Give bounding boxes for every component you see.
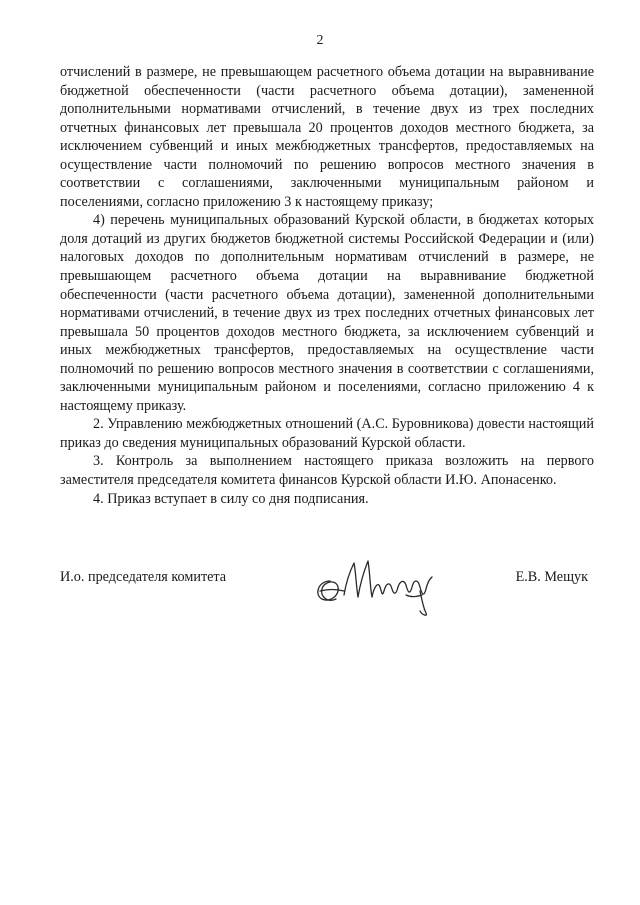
signer-role: И.о. председателя комитета — [60, 569, 227, 585]
paragraph-2: 2. Управлению межбюджетных отношений (А.С. Буровникова) довести настоящий приказ до сведения муниципальных образований Курской области. — [60, 416, 594, 451]
page-number: 2 — [316, 33, 324, 48]
paragraph-3: 3. Контроль за выполнением настоящего приказа возложить на первого заместителя председателя комитета финансов Курской области И.Ю. Апонасенко. — [60, 453, 594, 489]
document-body — [60, 63, 594, 508]
signer-name: Е.В. Мещук — [515, 569, 588, 585]
paragraph-item-4: 4) перечень муниципальных образований Курской области, в бюджетах которых доля дотаций из других бюджетов бюджетной системы Российской Федерации и (или) налоговых доходов по дополнительным нормативам отчислений в размере, не превышающем расчетного объема дотации на выравнивание бюджетной обеспеченности (части расчетного объема дотации), замененной дополнительными нормативами отчислений, в течение двух из трех последних отчетных финансовых лет превышала 50 процентов доходов местного бюджета, за исключением субвенций и иных межбюджетных трансфертов, предоставляемых на осуществление части полномочий по решению вопросов местного значения в соответствии с соглашениями, заключенными муниципальным районом и поселениями, согласно приложению 4 к настоящему приказу. — [60, 212, 594, 414]
paragraph-4: 4. Приказ вступает в силу со дня подписания. — [93, 490, 369, 507]
handwritten-signature — [310, 551, 440, 627]
signature-block — [60, 555, 594, 635]
paragraph-continuation: отчислений в размере, не превышающем расчетного объема дотации на выравнивание бюджетной обеспеченности (части расчетного объема дотации), замененной дополнительными нормативами отчислений, в течение двух из трех последних отчетных финансовых лет превышала 20 процентов доходов местного бюджета, за исключением субвенций и иных межбюджетных трансфертов, предоставляемых на осуществление части полномочий по решению вопросов местного значения в соответствии с соглашениями, заключенными муниципальным районом и поселениями, согласно приложению 3 к настоящему приказу; — [60, 64, 594, 210]
